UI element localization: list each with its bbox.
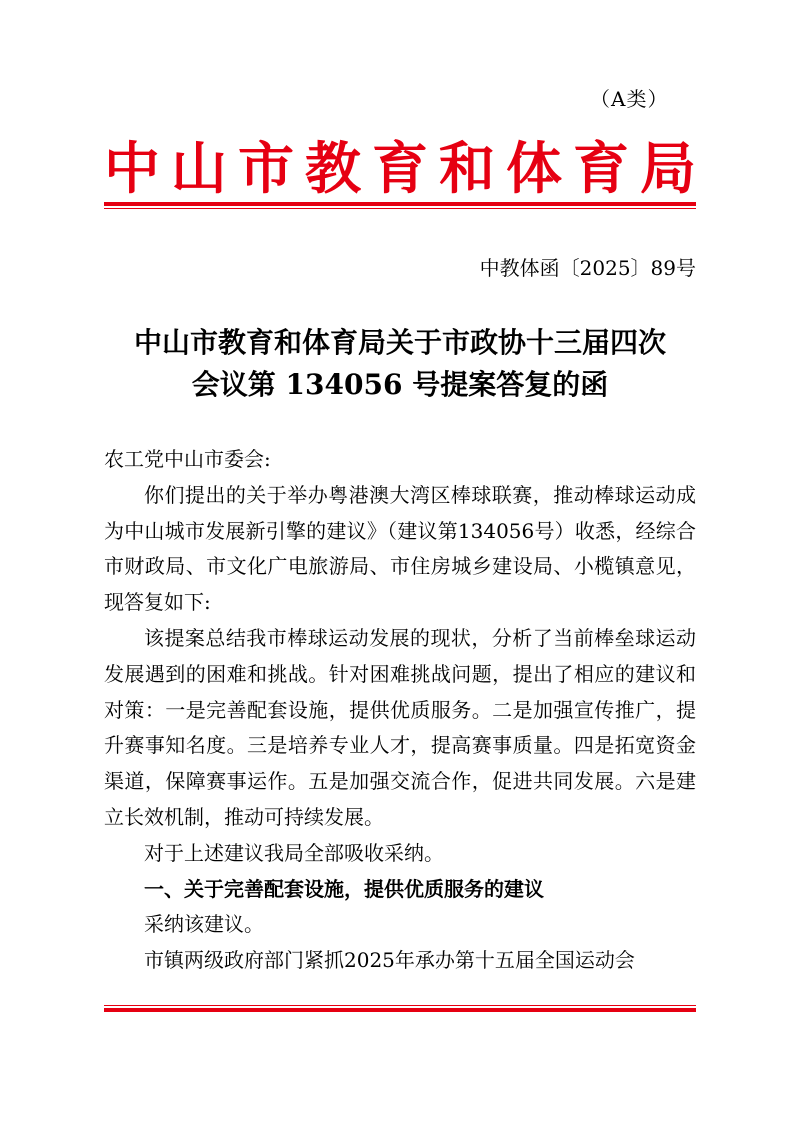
org-header-char: 中 [104, 136, 160, 202]
header-divider-thin [104, 208, 696, 209]
org-header-char: 和 [439, 136, 495, 202]
org-header-char: 局 [640, 136, 696, 202]
body-paragraph: 该提案总结我市棒球运动发展的现状，分析了当前棒垒球运动发展遇到的困难和挑战。针对困难挑战问题，提出了相应的建议和对策：一是完善配套设施，提供优质服务。二是加强宣传推广，提升赛事知名度。三是培养专业人才，提高赛事质量。四是拓宽资金渠道，保障赛事运作。五是加强交流合作，促进共同发展。六是建立长效机制，推动可持续发展。 [104, 625, 696, 829]
document-title [104, 322, 696, 406]
org-header-char: 山 [171, 136, 227, 202]
org-header-char: 市 [238, 136, 294, 202]
document-title-line: 会议第 134056 号提案答复的函 [191, 368, 609, 401]
salutation: 农工党中山市委会: [104, 447, 271, 471]
header-divider-thick [104, 202, 696, 206]
org-header-char: 育 [372, 136, 428, 202]
classification-mark: （A类） [590, 87, 669, 111]
document-title-line: 中山市教育和体育局关于市政协十三届四次 [133, 326, 666, 359]
body-paragraph: 市镇两级政府部门紧抓2025年承办第十五届全国运动会 [144, 948, 635, 973]
issuing-org-header [104, 136, 696, 202]
org-header-char: 体 [506, 136, 562, 202]
section-heading: 一、关于完善配套设施，提供优质服务的建议 [144, 876, 544, 901]
org-header-char: 育 [573, 136, 629, 202]
org-header-char: 教 [305, 136, 361, 202]
body-paragraph: 采纳该建议。 [144, 912, 264, 937]
document-body [104, 442, 696, 979]
body-paragraph: 你们提出的关于举办粤港澳大湾区棒球联赛，推动棒球运动成为中山城市发展新引擎的建议》（建议第134056号）收悉，经综合市财政局、市文化广电旅游局、市住房城乡建设局、小榄镇意见，现答复如下: [104, 482, 696, 615]
footer-divider-thick [104, 1008, 696, 1012]
body-paragraph: 对于上述建议我局全部吸收采纳。 [144, 840, 444, 865]
footer-divider-thin [104, 1005, 696, 1006]
document-number: 中教体函〔2025〕89号 [479, 256, 696, 280]
